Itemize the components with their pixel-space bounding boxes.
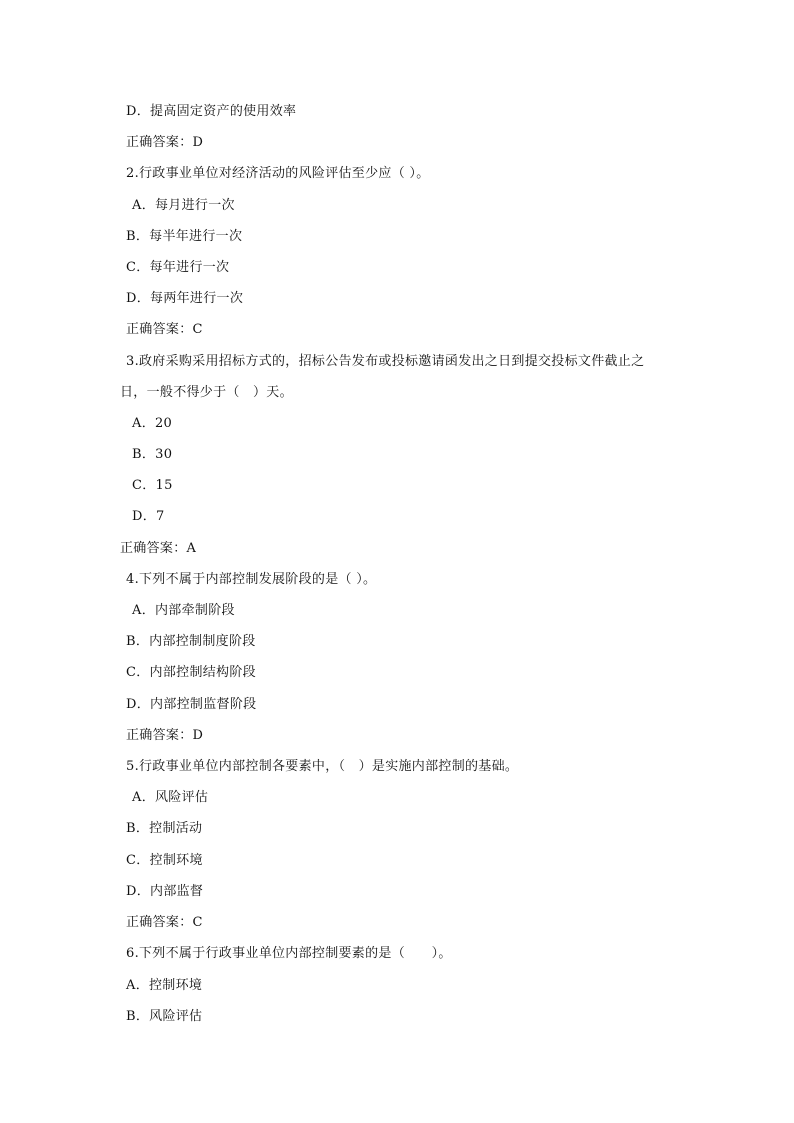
- answer-line: 正确答案：A: [120, 541, 197, 556]
- option-line: B．30: [132, 447, 173, 462]
- question-line: 日，一般不得少于（ ）天。: [120, 385, 293, 400]
- option-line: D．提高固定资产的使用效率: [126, 104, 297, 119]
- question-line: 6.下列不属于行政事业单位内部控制要素的是（ ）。: [126, 946, 452, 961]
- option-line: C．15: [132, 478, 173, 493]
- option-line: A．每月进行一次: [132, 198, 235, 213]
- answer-line: 正确答案：C: [126, 322, 203, 337]
- answer-line: 正确答案：D: [126, 135, 204, 150]
- question-line: 3.政府采购采用招标方式的，招标公告发布或投标邀请函发出之日到提交投标文件截止之: [126, 354, 645, 369]
- option-line: A．内部牵制阶段: [132, 603, 235, 618]
- option-line: B．每半年进行一次: [126, 229, 243, 244]
- question-line: 4.下列不属于内部控制发展阶段的是（ ）。: [126, 572, 377, 587]
- option-line: D．每两年进行一次: [126, 291, 244, 306]
- option-line: C．每年进行一次: [126, 260, 230, 275]
- option-line: D．内部监督: [126, 884, 204, 899]
- option-line: B．风险评估: [126, 1009, 203, 1024]
- option-line: B．控制活动: [126, 821, 203, 836]
- answer-line: 正确答案：D: [126, 728, 204, 743]
- option-line: D．7: [132, 509, 165, 524]
- answer-line: 正确答案：C: [126, 915, 203, 930]
- option-line: C．控制环境: [126, 853, 203, 868]
- question-line: 2.行政事业单位对经济活动的风险评估至少应（ ）。: [126, 166, 430, 181]
- option-line: D．内部控制监督阶段: [126, 697, 257, 712]
- option-line: C．内部控制结构阶段: [126, 665, 256, 680]
- option-line: A．控制环境: [126, 978, 203, 993]
- option-line: B．内部控制制度阶段: [126, 634, 256, 649]
- option-line: A．20: [132, 416, 173, 431]
- question-line: 5.行政事业单位内部控制各要素中，（ ）是实施内部控制的基础。: [126, 759, 519, 774]
- option-line: A．风险评估: [132, 790, 209, 805]
